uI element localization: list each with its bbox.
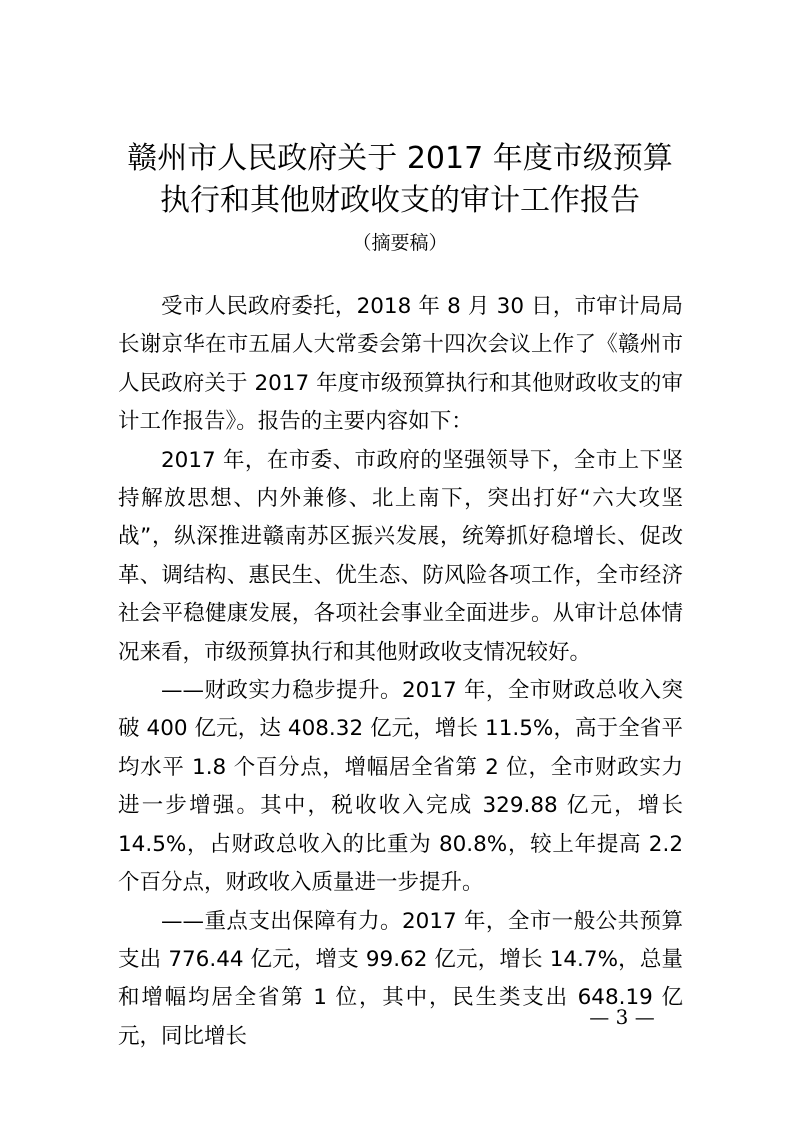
document-title-line-2: 执行和其他财政收支的审计工作报告	[160, 183, 640, 218]
paragraph-key-spending: ——重点支出保障有力。2017 年，全市一般公共预算支出 776.44 亿元，增支 99.62 亿元，增长 14.7%，总量和增幅均居全省第 1 位，其中，民生类支出 648.19 亿元，同比增长	[118, 908, 683, 1049]
document-subtitle: （摘要稿）	[352, 232, 448, 254]
paragraph-intro: 受市人民政府委托，2018 年 8 月 30 日，市审计局局长谢京华在市五届人大常委会第十四次会议上作了《赣州市人民政府关于 2017 年度市级预算执行和其他财政收支的审计工作报告》。报告的主要内容如下：	[118, 294, 683, 435]
document-title-line-1: 赣州市人民政府关于 2017 年度市级预算	[127, 141, 673, 176]
document-body	[118, 288, 683, 1056]
paragraph-fiscal-strength: ——财政实力稳步提升。2017 年，全市财政总收入突破 400 亿元，达 408.32 亿元，增长 11.5%，高于全省平均水平 1.8 个百分点，增幅居全省第 2 位，全市财政实力进一步增强。其中，税收收入完成 329.88 亿元，增长 14.5%，占财政总收入的比重为 80.8%，较上年提高 2.2 个百分点，财政收入质量进一步提升。	[118, 678, 683, 896]
page-number: — 3 —	[589, 1005, 655, 1029]
paragraph-overview: 2017 年，在市委、市政府的坚强领导下，全市上下坚持解放思想、内外兼修、北上南下，突出打好“六大攻坚战”，纵深推进赣南苏区振兴发展，统筹抓好稳增长、促改革、调结构、惠民生、优生态、防风险各项工作，全市经济社会平稳健康发展，各项社会事业全面进步。从审计总体情况来看，市级预算执行和其他财政收支情况较好。	[118, 447, 683, 665]
